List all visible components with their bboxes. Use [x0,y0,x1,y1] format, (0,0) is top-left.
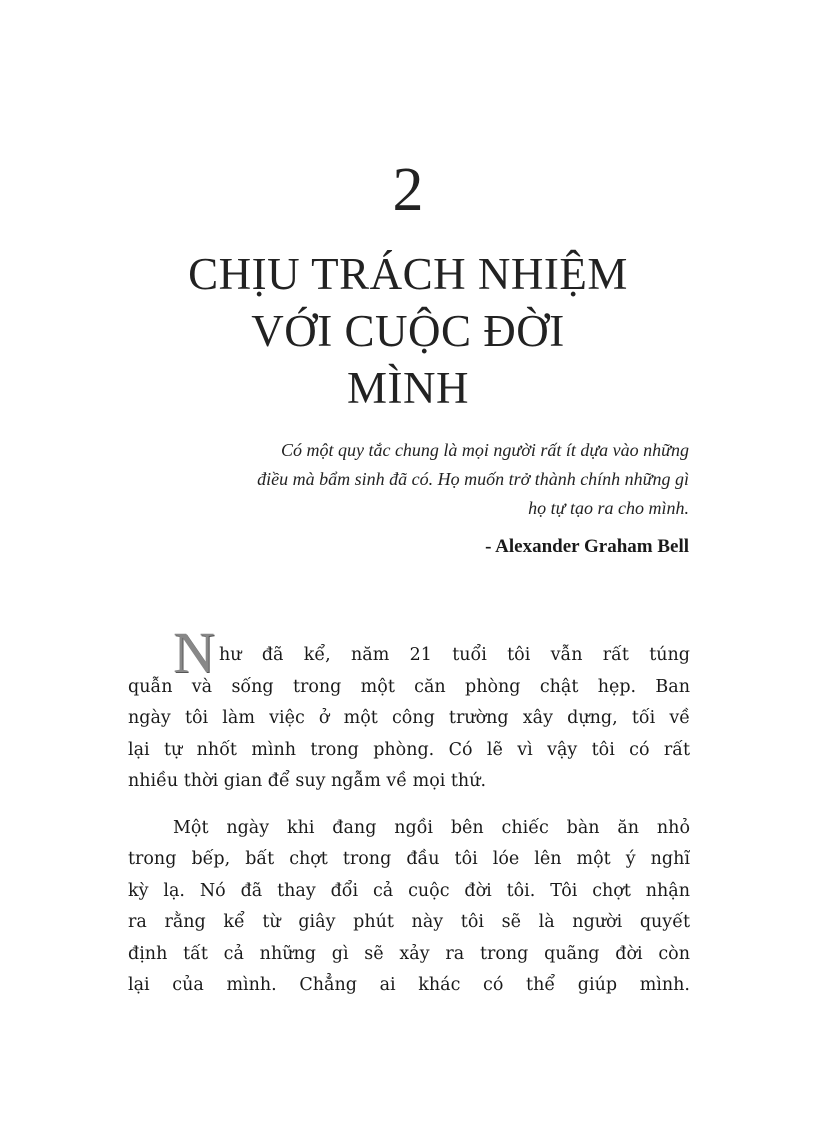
epigraph-author: - Alexander Graham Bell [485,536,689,557]
paragraph-first-line [128,620,690,685]
chapter-title-line: MÌNH [347,363,469,413]
paragraph-line: hư đã kể, năm 21 tuổi tôi vẫn rất túng [219,645,690,665]
paragraph-line: kỳ lạ. Nó đã thay đổi cả cuộc đời tôi. Tôi chợt nhận [128,880,690,901]
epigraph-quote [128,436,689,523]
epigraph [128,436,689,562]
body-text [128,620,690,1002]
drop-cap: N [173,620,215,685]
paragraph-line: ngày tôi làm việc ở một công trường xây dựng, tối về [128,708,690,728]
paragraph-line: trong bếp, bất chợt trong đầu tôi lóe lên một ý nghĩ [128,849,690,869]
chapter-title-line: VỚI CUỘC ĐỜI [251,306,565,356]
paragraph-line: lại tự nhốt mình trong phòng. Có lẽ vì vậy tôi có rất [128,739,690,760]
paragraph-line: lại của mình. Chẳng ai khác có thể giúp mình. [128,975,690,995]
paragraph-1 [128,620,690,798]
chapter-number: 2 [392,156,424,224]
paragraph-line: ra rằng kể từ giây phút này tôi sẽ là người quyết [128,912,690,932]
chapter-title-line: CHỊU TRÁCH NHIỆM [188,249,628,299]
paragraph-line: nhiều thời gian để suy ngẫm về mọi thứ. [128,771,487,791]
paragraph-line: quẫn và sống trong một căn phòng chật hẹp. Ban [128,676,690,697]
paragraph-2 [128,813,690,1002]
epigraph-quote-line: họ tự tạo ra cho mình. [528,498,689,518]
chapter-title [100,246,716,417]
paragraph-line: định tất cả những gì sẽ xảy ra trong quãng đời còn [128,943,690,964]
epigraph-quote-line: điều mà bẩm sinh đã có. Họ muốn trở thành chính những gì [257,469,689,489]
epigraph-quote-line: Có một quy tắc chung là mọi người rất ít dựa vào những [280,440,689,460]
paragraph-line: Một ngày khi đang ngồi bên chiếc bàn ăn nhỏ [173,817,690,838]
